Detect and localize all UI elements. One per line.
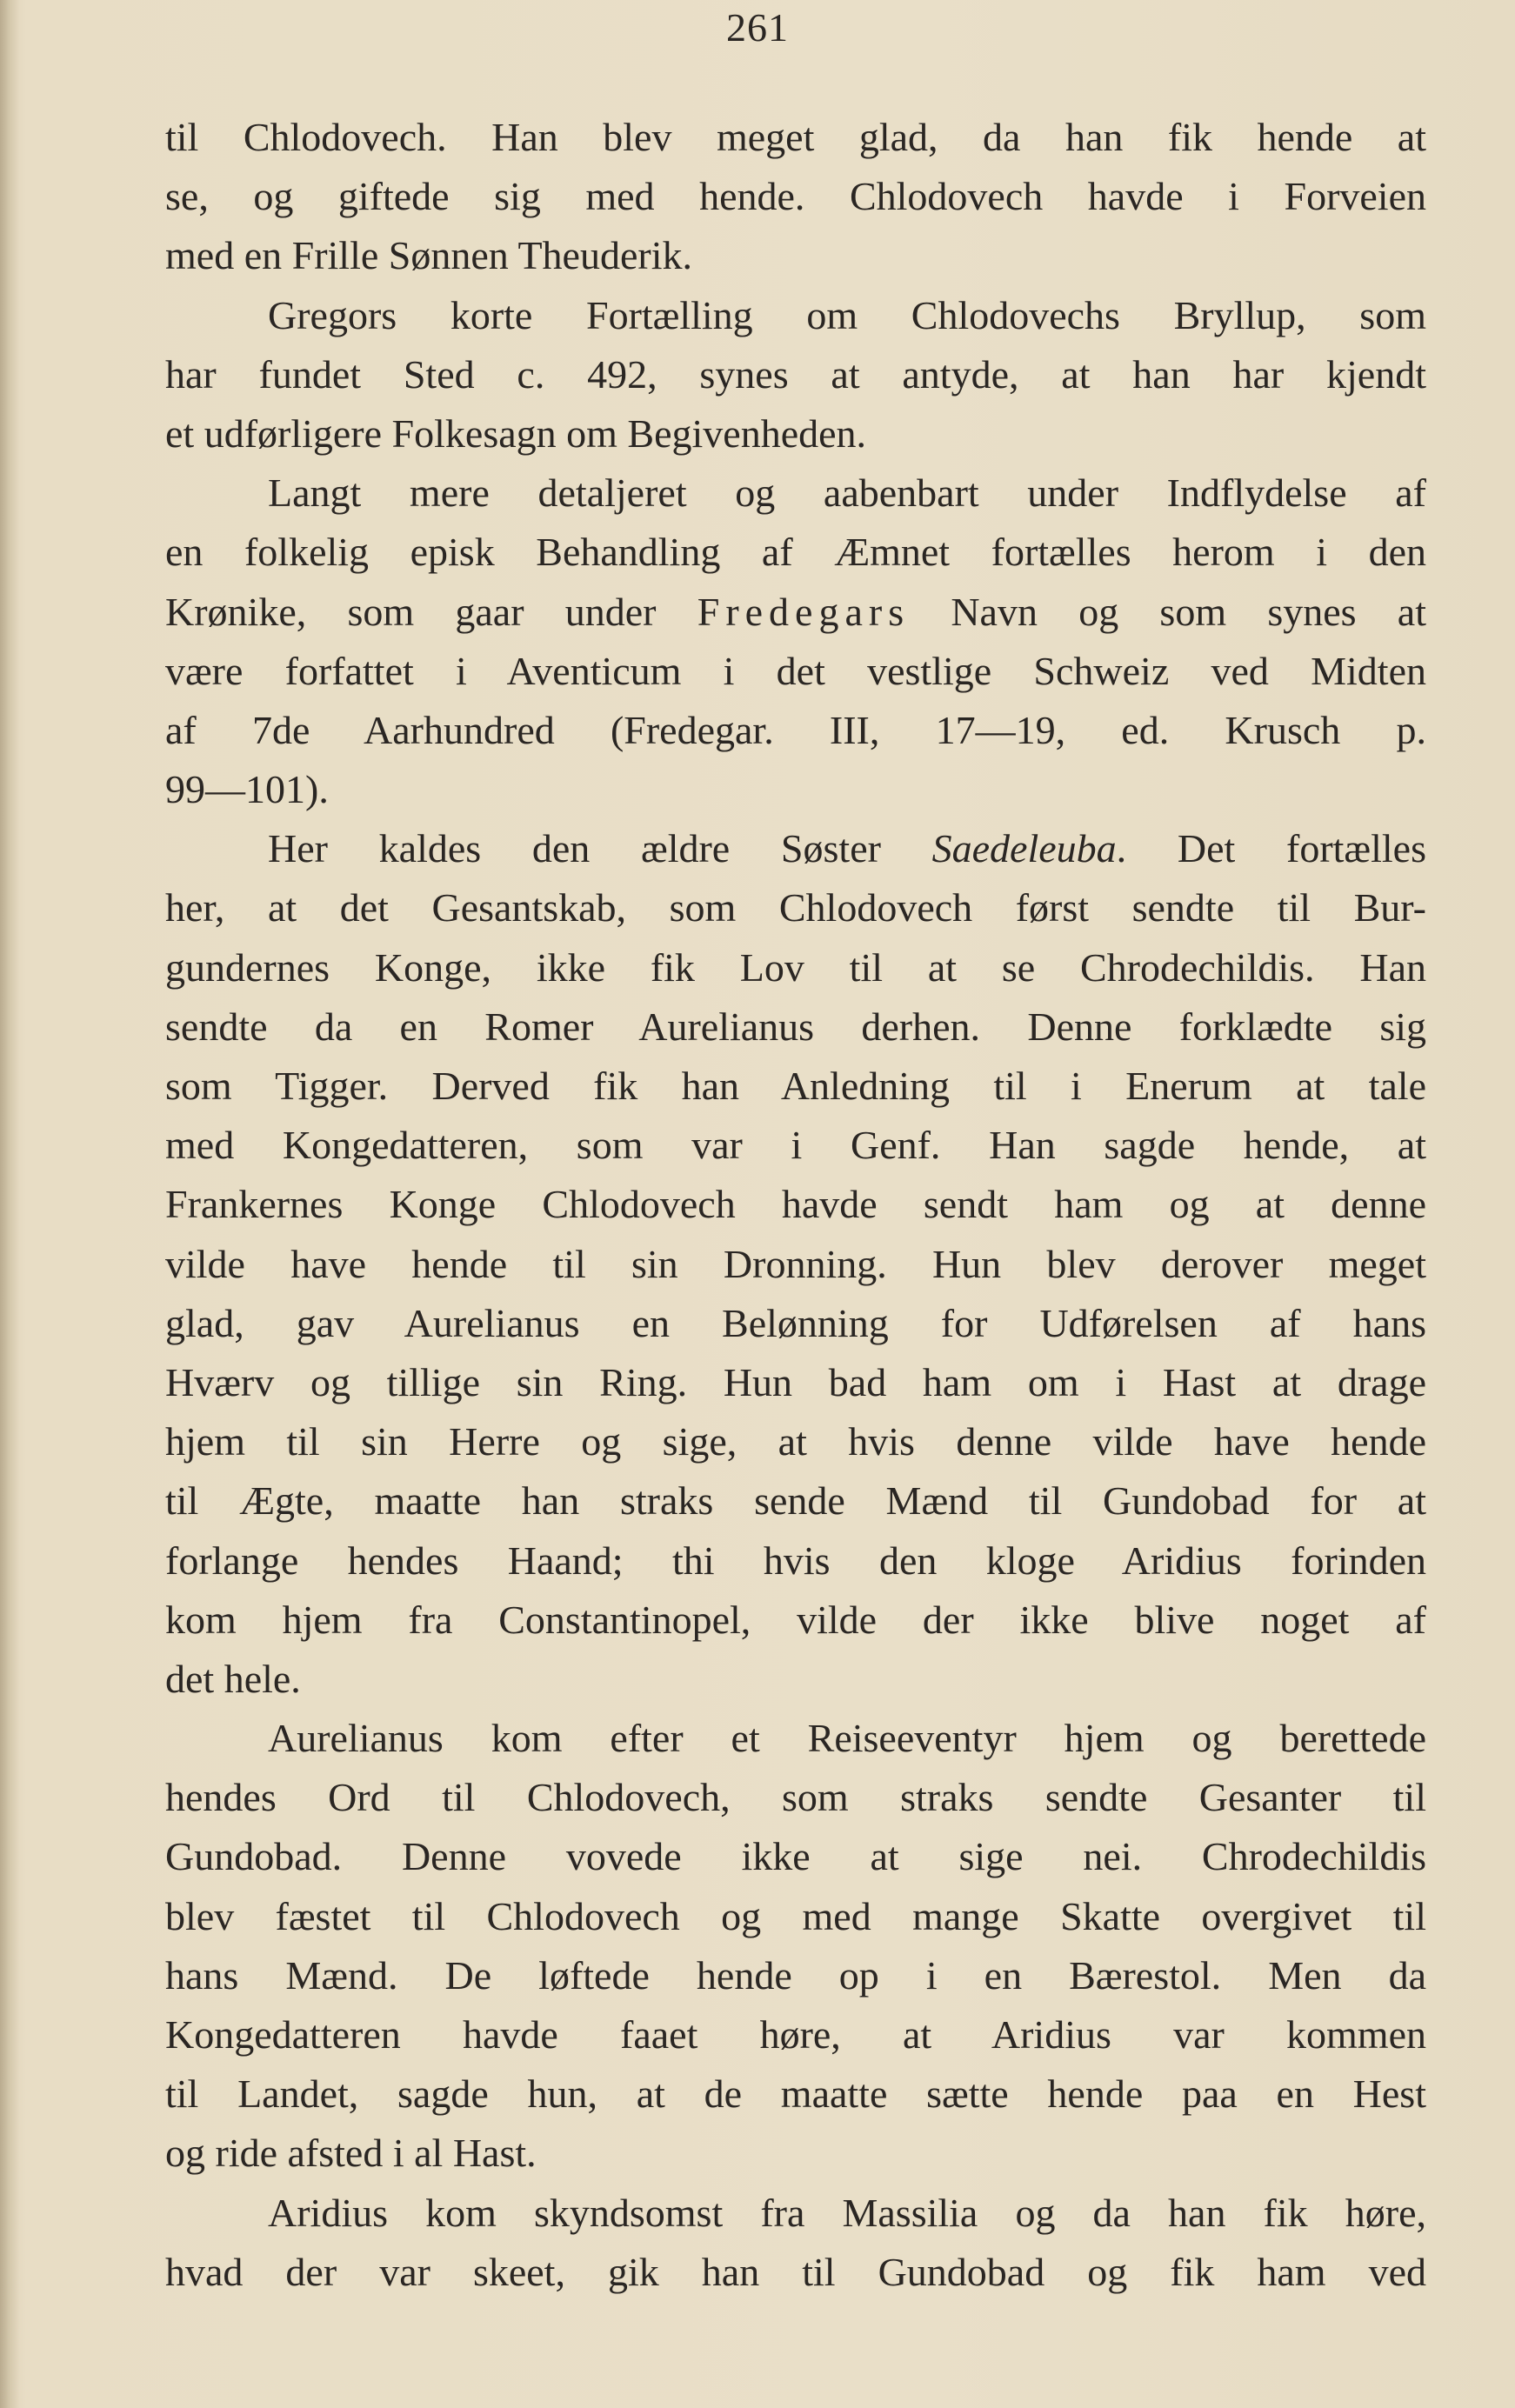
text-line: Aridius kom skyndsomst fra Massilia og da han fik høre, [268, 2190, 1426, 2235]
body-text [165, 108, 1426, 2302]
text-line: hvad der var skeet, gik han til Gundobad og fik ham ved [165, 2249, 1426, 2294]
text-line: det hele. [165, 1656, 301, 1701]
text-line: Frankernes Konge Chlodovech havde sendt ham og at denne [165, 1182, 1426, 1227]
text-line: sendte da en Romer Aurelianus derhen. Denne forklædte sig [165, 1004, 1426, 1049]
text-line: Aurelianus kom efter et Reiseeventyr hjem og berettede [268, 1716, 1426, 1761]
text-line [165, 819, 1426, 878]
text-line: til Chlodovech. Han blev meget glad, da han fik hende at [165, 115, 1426, 159]
text-line: et udførligere Folkesagn om Begivenheden. [165, 410, 867, 456]
text-line: af 7de Aarhundred (Fredegar. III, 17—19, ed. Krusch p. [165, 707, 1426, 752]
text-line: hendes Ord til Chlodovech, som straks sendte Gesanter til [165, 1775, 1426, 1820]
text-line: her, at det Gesantskab, som Chlodovech først sendte til Bur- [165, 885, 1426, 931]
text-line: Hværv og tillige sin Ring. Hun bad ham om i Hast at drage [165, 1359, 1426, 1404]
page-edge-shadow [0, 0, 19, 2408]
text-line: se, og giftede sig med hende. Chlodovech havde i Forveien [165, 174, 1426, 219]
text-line: en folkelig episk Behandling af Æmnet fortælles herom i den [165, 530, 1426, 575]
text-line: forlange hendes Haand; thi hvis den kloge Aridius forinden [165, 1538, 1426, 1583]
text-line: gundernes Konge, ikke fik Lov til at se Chrodechildis. Han [165, 944, 1426, 990]
text-line: Langt mere detaljeret og aabenbart under Indflydelse af [268, 470, 1426, 516]
text-line: vilde have hende til sin Dronning. Hun blev derover meget [165, 1241, 1426, 1286]
text-line [165, 583, 1426, 642]
text-segment: Navn og som synes at [910, 589, 1426, 634]
text-line: som Tigger. Derved fik han Anledning til i Enerum at tale [165, 1064, 1426, 1108]
text-line: glad, gav Aurelianus en Belønning for Udførelsen af hans [165, 1300, 1426, 1345]
page-number: 261 [726, 5, 789, 50]
text-line: 99—101). [165, 767, 329, 812]
text-line: Kongedatteren havde faaet høre, at Aridius var kommen [165, 2012, 1426, 2057]
text-line: kom hjem fra Constantinopel, vilde der ikke blive noget af [165, 1597, 1426, 1642]
text-line: til Landet, sagde hun, at de maatte sætte hende paa en Hest [165, 2071, 1426, 2117]
text-line: med Kongedatteren, som var i Genf. Han sagde hende, at [165, 1123, 1426, 1168]
text-line: hans Mænd. De løftede hende op i en Bærestol. Men da [165, 1952, 1426, 1998]
text-segment: Her kaldes den ældre Søster [268, 826, 932, 871]
text-segment: Krønike, som gaar under [165, 589, 697, 634]
text-line: Gregors korte Fortælling om Chlodovechs Bryllup, som [268, 292, 1426, 337]
text-line: hjem til sin Herre og sige, at hvis denne vilde have hende [165, 1419, 1426, 1464]
text-line: til Ægte, maatte han straks sende Mænd til Gundobad for at [165, 1478, 1426, 1524]
text-line: har fundet Sted c. 492, synes at antyde, at han har kjendt [165, 351, 1426, 397]
text-segment: . Det fortælles [1116, 826, 1426, 871]
spaced-name: Fredegars [697, 589, 911, 634]
text-line: blev fæstet til Chlodovech og med mange Skatte overgivet til [165, 1893, 1426, 1938]
text-line: og ride afsted i al Hast. [165, 2131, 537, 2176]
text-line: være forfattet i Aventicum i det vestlige Schweiz ved Midten [165, 648, 1426, 693]
text-line: Gundobad. Denne vovede ikke at sige nei. Chrodechildis [165, 1834, 1426, 1879]
italic-name: Saedeleuba [931, 826, 1117, 871]
text-line: med en Frille Sønnen Theuderik. [165, 233, 692, 278]
